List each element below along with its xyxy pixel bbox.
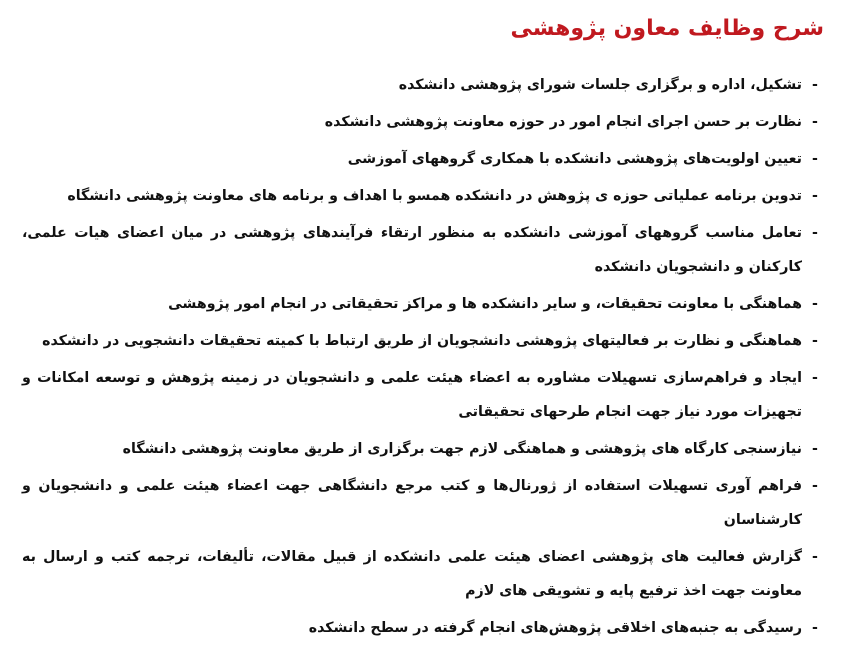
- duty-text: فراهم آوری تسهیلات استفاده از ژورنال‌ها و کتب مرجع دانشگاهی جهت اعضاء هیئت علمی و دانشجویان و کارشناسان: [22, 478, 802, 528]
- list-item: [22, 469, 824, 537]
- bullet-dash: -: [812, 333, 818, 349]
- duty-text: نظارت بر حسن اجرای انجام امور در حوزه معاونت پژوهشی دانشکده: [324, 114, 802, 130]
- list-item: [22, 68, 824, 102]
- list-item: [22, 216, 824, 284]
- bullet-dash: -: [812, 114, 818, 130]
- duty-text: تعامل مناسب گروههای آموزشی دانشکده به منظور ارتقاء فرآیندهای پژوهشی در میان اعضای هیات علمی، کارکنان و دانشجویان دانشکده: [22, 225, 802, 275]
- page-title: شرح وظایف معاون پژوهشی: [510, 16, 824, 41]
- list-item: [22, 432, 824, 466]
- bullet-dash: -: [812, 441, 818, 457]
- list-item: [22, 105, 824, 139]
- bullet-dash: -: [812, 77, 818, 93]
- duty-text: گزارش فعالیت های پژوهشی اعضای هیئت علمی دانشکده از قبیل مقالات، تألیفات، ترجمه کتب و ارسال به معاونت جهت اخذ ترفیع پایه و تشویقی های لازم: [22, 549, 802, 599]
- duty-text: ایجاد و فراهم‌سازی تسهیلات مشاوره به اعضاء هیئت علمی و دانشجویان در زمینه پژوهش و توسعه امکانات و تجهیزات مورد نیاز جهت انجام طرحهای تحقیقاتی: [22, 370, 802, 420]
- list-item: [22, 540, 824, 608]
- list-item: [22, 142, 824, 176]
- list-item: [22, 179, 824, 213]
- list-item: [22, 324, 824, 358]
- bullet-dash: -: [812, 370, 818, 386]
- list-item: [22, 361, 824, 429]
- duty-text: تشکیل، اداره و برگزاری جلسات شورای پژوهشی دانشکده: [398, 77, 802, 93]
- duty-text: تدوین برنامه عملیاتی حوزه ی پژوهش در دانشکده همسو با اهداف و برنامه های معاونت پژوهشی دانشگاه: [67, 188, 802, 204]
- bullet-dash: -: [812, 478, 818, 494]
- duty-text: نیازسنجی کارگاه های پژوهشی و هماهنگی لازم جهت برگزاری از طریق معاونت پژوهشی دانشگاه: [122, 441, 802, 457]
- bullet-dash: -: [812, 151, 818, 167]
- list-item: [22, 611, 824, 645]
- bullet-dash: -: [812, 620, 818, 636]
- bullet-dash: -: [812, 188, 818, 204]
- bullet-dash: -: [812, 225, 818, 241]
- duty-text: رسیدگی به جنبه‌های اخلاقی پژوهش‌های انجام گرفته در سطح دانشکده: [308, 620, 802, 636]
- bullet-dash: -: [812, 549, 818, 565]
- duty-list: [22, 68, 824, 645]
- duty-text: هماهنگی و نظارت بر فعالیتهای پژوهشی دانشجویان از طریق ارتباط با کمیته تحقیقات دانشجویی در دانشکده: [42, 333, 802, 349]
- list-item: [22, 287, 824, 321]
- duty-text: تعیین اولویت‌های پژوهشی دانشکده با همکاری گروههای آموزشی: [347, 151, 802, 167]
- duty-text: هماهنگی با معاونت تحقیقات، و سایر دانشکده ها و مراکز تحقیقاتی در انجام امور پژوهشی: [168, 296, 802, 312]
- bullet-dash: -: [812, 296, 818, 312]
